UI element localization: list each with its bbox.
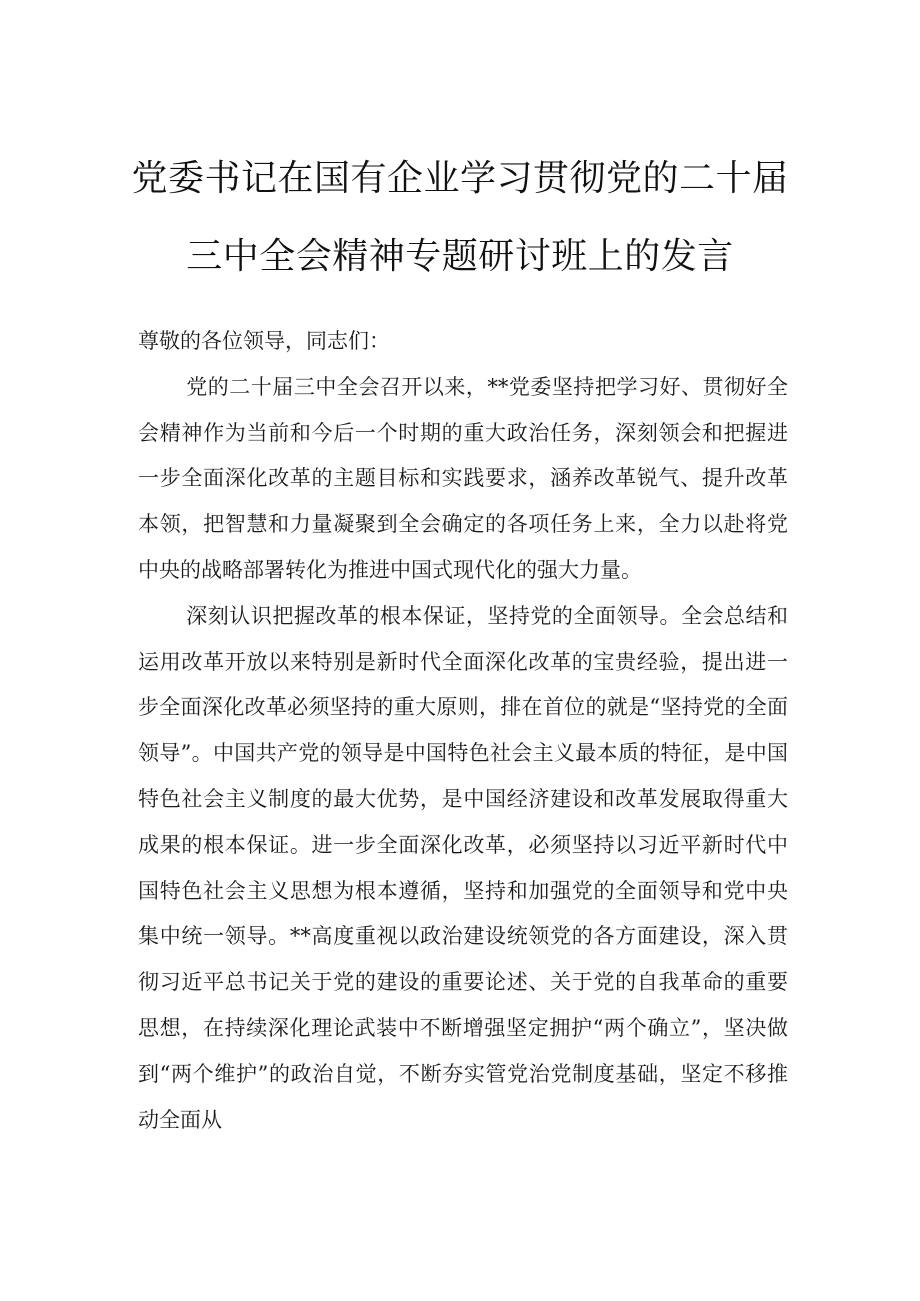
document-body (138, 319, 788, 1143)
paragraph-2: 深刻认识把握改革的根本保证，坚持党的全面领导。全会总结和运用改革开放以来特别是新时代全面深化改革的宝贵经验，提出进一步全面深化改革必须坚持的重大原则，排在首位的就是“坚持党的全面领导”。中国共产党的领导是中国特色社会主义最本质的特征，是中国特色社会主义制度的最大优势，是中国经济建设和改革发展取得重大成果的根本保证。进一步全面深化改革，必须坚持以习近平新时代中国特色社会主义思想为根本遵循，坚持和加强党的全面领导和党中央集中统一领导。**高度重视以政治建设统领党的各方面建设，深入贯彻习近平总书记关于党的建设的重要论述、关于党的自我革命的重要思想，在持续深化理论武装中不断增强坚定拥护“两个确立”，坚决做到“两个维护”的政治自觉，不断夯实管党治党制度基础，坚定不移推动全面从 (138, 603, 788, 1132)
salutation: 尊敬的各位领导，同志们： (138, 329, 390, 353)
document-title-line-1: 党委书记在国有企业学习贯彻党的二十届 (131, 158, 789, 199)
paragraph-1: 党的二十届三中全会召开以来，**党委坚持把学习好、贯彻好全会精神作为当前和今后一个时期的重大政治任务，深刻领会和把握进一步全面深化改革的主题目标和实践要求，涵养改革锐气、提升改革本领，把智慧和力量凝聚到全会确定的各项任务上来，全力以赴将党中央的战略部署转化为推进中国式现代化的强大力量。 (138, 374, 788, 582)
document-title-line-2: 三中全会精神专题研讨班上的发言 (186, 236, 734, 277)
